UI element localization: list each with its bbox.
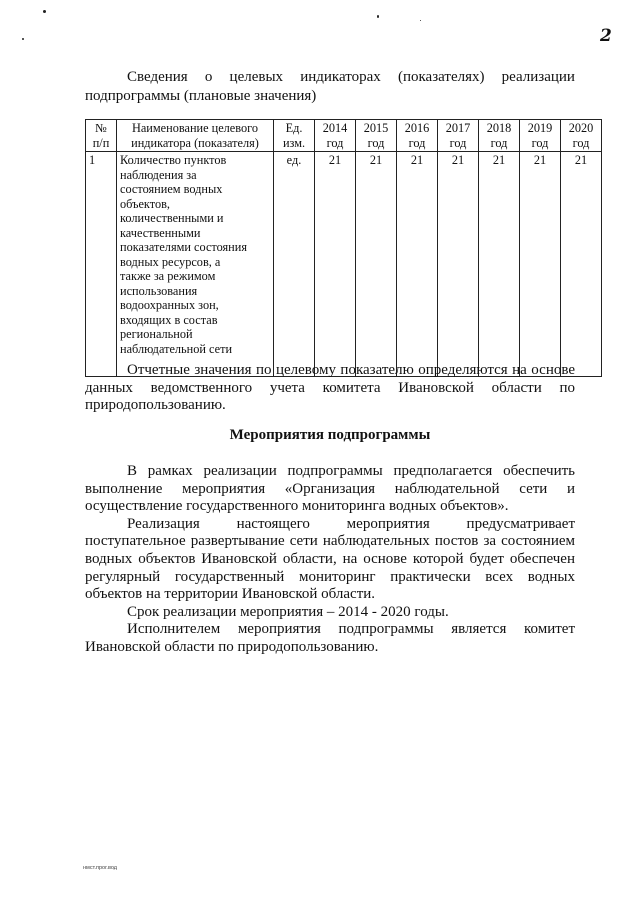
- scan-speck: [377, 15, 379, 18]
- table-row: [86, 152, 602, 377]
- indicator-line: количественными и: [120, 211, 224, 225]
- indicator-line: показателями состояния: [120, 240, 248, 254]
- indicator-line: водных ресурсов, а: [120, 254, 221, 269]
- caption-word: реализации: [501, 69, 575, 85]
- indicator-line: использования: [120, 283, 198, 298]
- header-year: 2017: [445, 121, 471, 135]
- header-year-2017: [438, 120, 479, 152]
- header-year-2016: [397, 120, 438, 152]
- reporting-paragraph: Отчетные значения по целевому показателю определяются на основе данных ведомственного учета комитета Ивановской области по природопользованию.: [85, 362, 575, 414]
- reporting-paragraph-block: [85, 362, 575, 415]
- scan-speck: [420, 20, 421, 21]
- header-text: индикатора (показателя): [131, 135, 259, 150]
- header-year-suffix: год: [367, 135, 385, 150]
- header-text: Ед.: [285, 121, 303, 135]
- cell-value-2015: 21: [356, 152, 397, 377]
- scan-speck: [22, 38, 24, 40]
- header-num: [86, 120, 117, 152]
- indicator-line: также за режимом: [120, 269, 216, 283]
- header-text: Наименование целевого: [131, 121, 259, 135]
- header-year-suffix: год: [531, 135, 549, 150]
- header-year-suffix: год: [572, 135, 590, 150]
- indicator-line: наблюдения за: [120, 167, 197, 182]
- cell-value-2016: 21: [397, 152, 438, 377]
- header-text: изм.: [282, 135, 306, 150]
- cell-value-2014: 21: [315, 152, 356, 377]
- paragraph-executor: Исполнителем мероприятия подпрограммы является комитет Ивановской области по природопользованию.: [85, 621, 575, 655]
- caption-word: Сведения: [127, 69, 188, 85]
- header-year: 2019: [527, 121, 553, 135]
- header-year-2020: [561, 120, 602, 152]
- cell-num: 1: [86, 152, 117, 377]
- header-year-2015: [356, 120, 397, 152]
- indicator-line: наблюдательной сети: [120, 341, 233, 356]
- header-year-suffix: год: [490, 135, 508, 150]
- paragraph-implementation: Реализация настоящего мероприятия предусматривает поступательное развертывание сети наблюдательных постов за состоянием водных объектов Ивановской области, на основе которой будет обеспечен регулярный государственный мониторинг практически всех водных объектов на территории Ивановской области.: [85, 515, 575, 603]
- header-year-suffix: год: [408, 135, 426, 150]
- header-year: 2014: [322, 121, 348, 135]
- caption-word: целевых: [229, 69, 284, 85]
- caption-line-2: подпрограммы (плановые значения): [85, 88, 317, 104]
- footer-file-code: нмст.прог.вод: [83, 865, 117, 871]
- indicator-line: объектов,: [120, 196, 170, 211]
- indicator-line: состоянием водных: [120, 182, 223, 196]
- header-year: 2015: [363, 121, 389, 135]
- header-name: [117, 120, 274, 152]
- caption-word: индикаторах: [300, 69, 381, 85]
- header-year-suffix: год: [449, 135, 467, 150]
- indicators-table-wrapper: [85, 119, 602, 377]
- page-number: 2: [600, 26, 612, 46]
- table-header-row: [86, 120, 602, 152]
- cell-indicator-name: [117, 152, 274, 377]
- header-year-suffix: год: [326, 135, 344, 150]
- header-year-2014: [315, 120, 356, 152]
- header-year-2019: [520, 120, 561, 152]
- header-text: №: [95, 121, 107, 135]
- section-title: Мероприятия подпрограммы: [229, 427, 431, 443]
- caption-line-1: [85, 68, 575, 87]
- cell-value-2019: 21: [520, 152, 561, 377]
- cell-value-2020: 21: [561, 152, 602, 377]
- table-caption: [85, 68, 575, 106]
- cell-value-2017: 21: [438, 152, 479, 377]
- indicator-line: входящих в состав: [120, 312, 218, 327]
- header-year: 2020: [568, 121, 594, 135]
- caption-word: (показателях): [397, 69, 485, 85]
- indicators-table: [85, 119, 602, 377]
- header-year-2018: [479, 120, 520, 152]
- header-unit: [274, 120, 315, 152]
- indicator-line: водоохранных зон,: [120, 298, 219, 312]
- header-year: 2018: [486, 121, 512, 135]
- indicator-line: Количество пунктов: [120, 153, 227, 167]
- indicator-line: качественными: [120, 225, 201, 240]
- indicator-line: региональной: [120, 327, 193, 341]
- header-year: 2016: [404, 121, 430, 135]
- caption-word: о: [204, 69, 213, 85]
- header-text: п/п: [92, 135, 110, 150]
- activities-text-block: [85, 463, 575, 657]
- cell-value-2018: 21: [479, 152, 520, 377]
- paragraph-scope: В рамках реализации подпрограммы предполагается обеспечить выполнение мероприятия «Организация наблюдательной сети и осуществление государственного мониторинга водных объектов».: [85, 463, 575, 515]
- paragraph-term: Срок реализации мероприятия – 2014 - 2020 годы.: [127, 603, 449, 620]
- cell-unit: ед.: [274, 152, 315, 377]
- scan-speck: [43, 10, 46, 13]
